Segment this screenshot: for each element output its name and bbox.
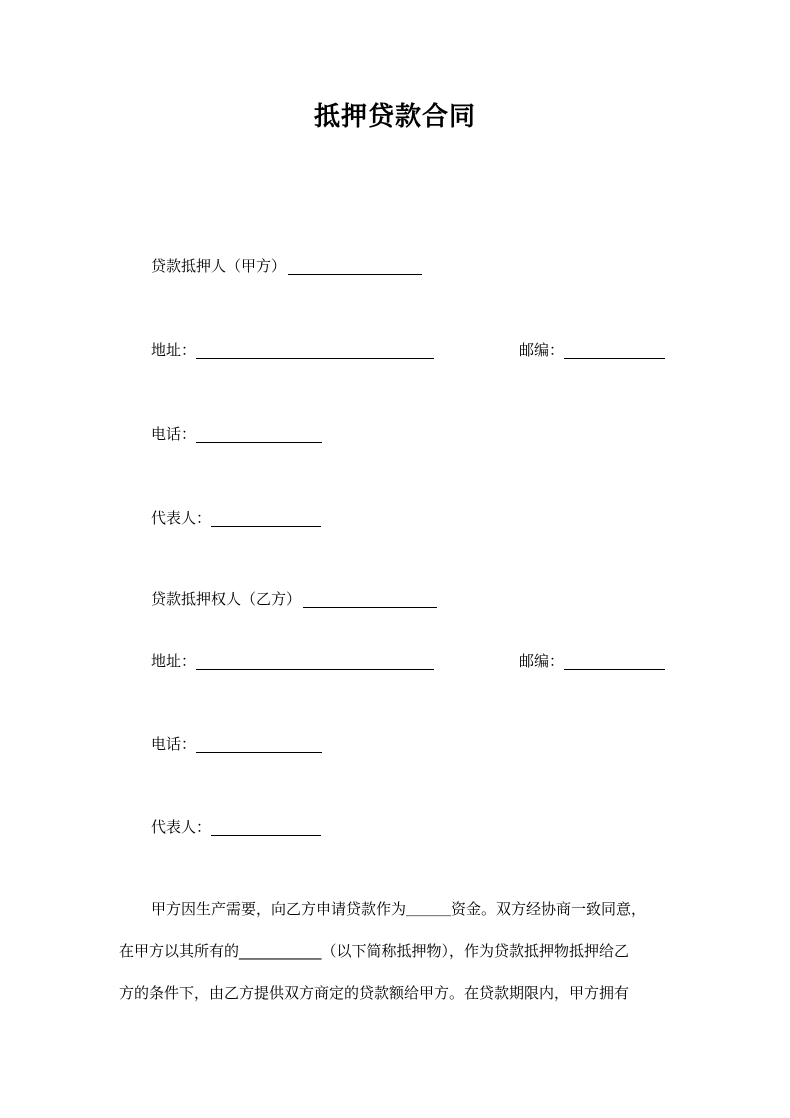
- party-a-label: 贷款抵押人（甲方）: [151, 257, 287, 275]
- party-a-phone-blank: [196, 426, 322, 443]
- party-a-postcode-label: 邮编：: [519, 341, 565, 359]
- party-a-line: [151, 255, 422, 277]
- body-line: 甲方因生产需要，向乙方申请贷款作为＿＿＿资金。双方经协商一致同意，: [151, 900, 647, 918]
- party-b-representative-label: 代表人：: [151, 818, 212, 836]
- party-a-name-blank: [288, 258, 422, 275]
- document-title: 抵押贷款合同: [313, 102, 476, 132]
- party-b-phone-label: 电话：: [151, 735, 197, 753]
- party-b-postcode-line: [519, 650, 665, 672]
- party-b-label: 贷款抵押权人（乙方）: [151, 590, 302, 608]
- party-a-phone-label: 电话：: [151, 425, 197, 443]
- party-b-name-blank: [303, 591, 437, 608]
- party-b-address-label: 地址：: [151, 652, 197, 670]
- party-b-address-line: [151, 650, 434, 672]
- party-a-address-blank: [196, 342, 434, 359]
- party-a-address-line: [151, 339, 434, 361]
- body-line: 方的条件下，由乙方提供双方商定的贷款额给甲方。在贷款期限内，甲方拥有: [119, 984, 630, 1002]
- party-b-postcode-blank: [564, 653, 665, 670]
- party-b-postcode-label: 邮编：: [519, 652, 565, 670]
- party-a-representative-blank: [211, 510, 321, 527]
- party-a-postcode-line: [519, 339, 665, 361]
- party-b-representative-blank: [211, 819, 321, 836]
- party-b-line: [151, 588, 437, 610]
- party-a-representative-line: [151, 507, 321, 529]
- party-b-representative-line: [151, 816, 321, 838]
- party-a-address-label: 地址：: [151, 341, 197, 359]
- party-b-phone-blank: [196, 736, 322, 753]
- party-b-phone-line: [151, 733, 322, 755]
- party-a-representative-label: 代表人：: [151, 509, 212, 527]
- party-a-phone-line: [151, 423, 322, 445]
- party-b-address-blank: [196, 653, 434, 670]
- body-line: 在甲方以其所有的___________（以下简称抵押物），作为贷款抵押物抵押给乙: [119, 942, 630, 960]
- body-paragraph: [119, 888, 671, 1014]
- party-a-postcode-blank: [564, 342, 665, 359]
